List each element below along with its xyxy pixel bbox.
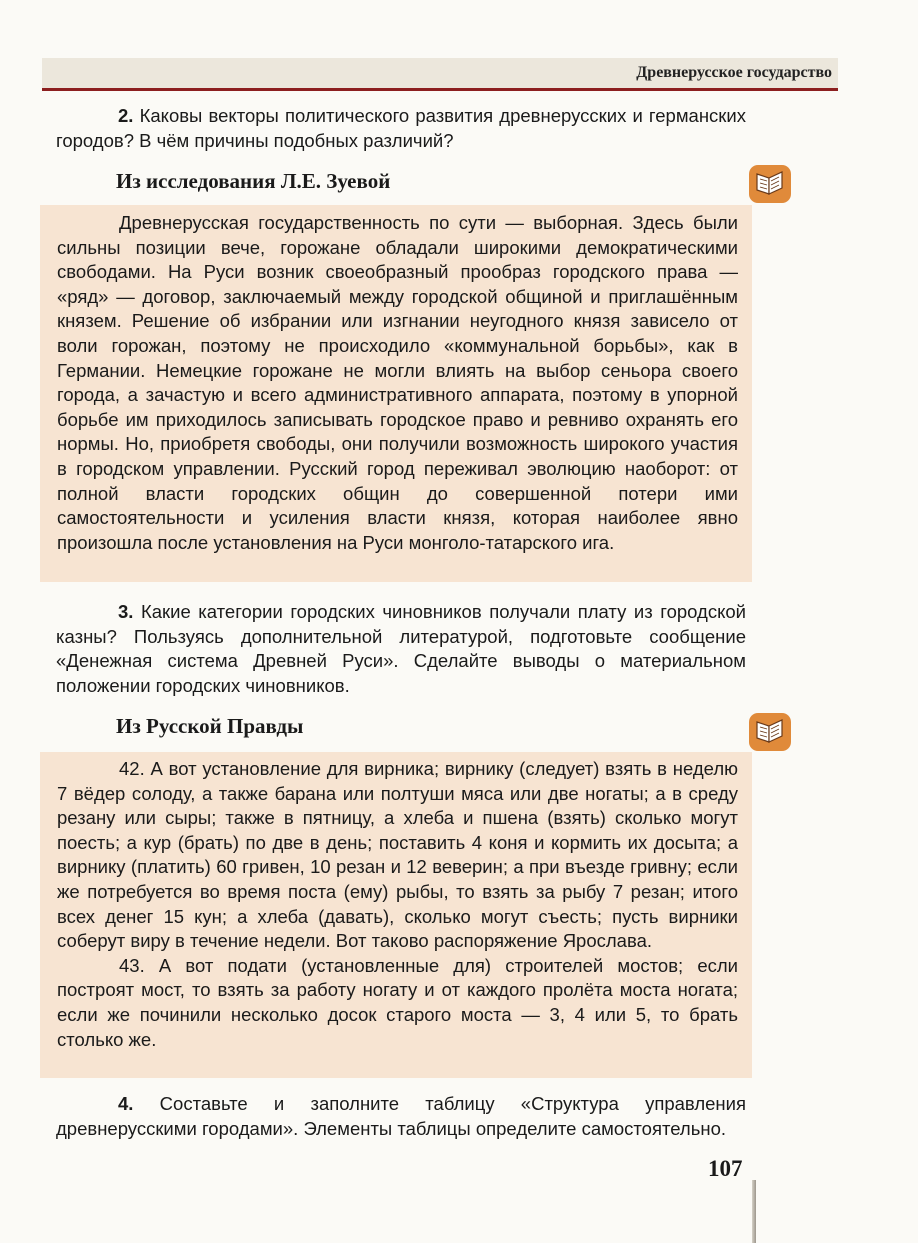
question-4: [56, 1092, 746, 1141]
source-2-title: Из Русской Правды: [116, 714, 304, 738]
source-1-text: Древнерусская государственность по сути — выборная. Здесь были сильны позиции вече, горожане обладали широкими демократическими свободами. На Руси возник своеобразный прообраз городского права — «ряд» — договор, заключаемый между городской общиной и приглашённым князем. Решение об избрании или изгнании неугодного князя зависело от воли горожан, поэтому не происходило «коммунальной борьбы», как в Германии. Немецкие горожане не могли влиять на выбор сеньора своего города, а зачастую и всего административного аппарата, поэтому в упорной борьбе им приходилось записывать городское право и ревниво охранять его нормы. Но, приобретя свободы, они получили возможность широкого участия в городском управлении. Русский город переживал эволюцию наоборот: от полной власти городских общин до совершенной потери ими самостоятельности и усиления власти князя, которая наиболее явно произошла после установления на Руси монголо-татарского ига.: [57, 212, 738, 553]
question-3: [56, 600, 746, 698]
book-icon: [748, 164, 792, 204]
source-1-box: [40, 205, 752, 582]
question-2-number: 2.: [118, 105, 134, 126]
source-2-box: [40, 752, 752, 1078]
question-2-text: Каковы векторы политического развития древнерусских и германских городов? В чём причины подобных различий?: [56, 105, 746, 151]
book-icon: [748, 712, 792, 752]
question-3-text: Какие категории городских чиновников получали плату из городской казны? Пользуясь дополнительной литературой, подготовьте сообщение «Денежная система Древней Руси». Сделайте выводы о материальном положении городских чиновников.: [56, 601, 746, 696]
page-number: 107: [708, 1156, 743, 1181]
running-header: [42, 58, 838, 91]
article-43: 43. А вот подати (установленные для) строителей мостов; если построят мост, то взять за работу ногату и от каждого пролёта моста ногата; если же починили несколько досок старого моста — 3, 4 или 5, то брать столько же.: [57, 954, 738, 1050]
header-title: Древнерусское государство: [636, 64, 832, 81]
question-4-text: Составьте и заполните таблицу «Структура управления древнерусскими городами». Элементы таблицы определите самостоятельно.: [56, 1093, 746, 1139]
article-42: 42. А вот установление для вирника; вирнику (следует) взять в неделю 7 вёдер солоду, а также барана или полтуши мяса или две ногаты; а в среду резану или сыры; также в пятницу, а хлеба и пшена (взять) сколько могут поесть; а кур (брать) по две в день; поставить 4 коня и кормить их досыта; а вирнику (платить) 60 гривен, 10 резан и 12 веверин; а при въезде гривну; если же потребуется во время поста (ему) рыбы, то взять за рыбу 7 резан; итого всех денег 15 кун; а хлеба (давать), сколько могут съесть; пусть вирники соберут виру в течение недели. Вот таково распоряжение Ярослава.: [57, 758, 738, 952]
source-1-title: Из исследования Л.Е. Зуевой: [116, 169, 391, 193]
question-2: [56, 104, 746, 153]
page-edge: [752, 1180, 756, 1243]
question-3-number: 3.: [118, 601, 134, 622]
question-4-number: 4.: [118, 1093, 134, 1114]
